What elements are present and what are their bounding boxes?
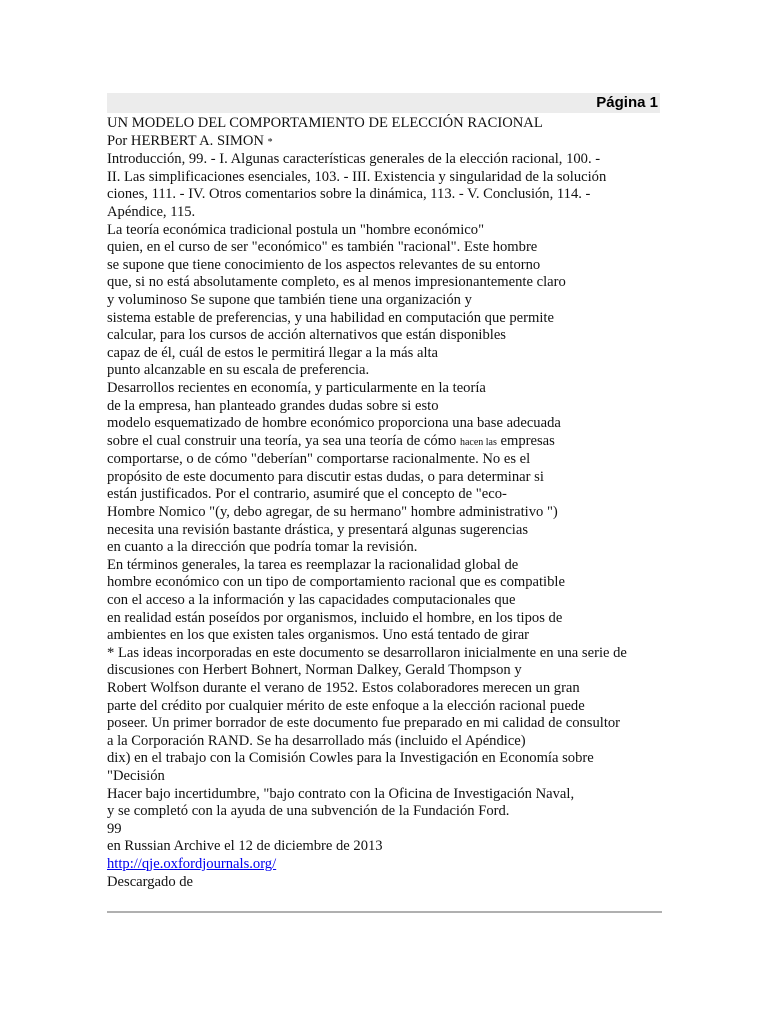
source-link-line bbox=[107, 856, 660, 874]
text-line: Hombre Nomico "(y, debo agregar, de su hermano" hombre administrativo ") bbox=[107, 504, 558, 521]
footnote-line: parte del crédito por cualquier mérito de este enfoque a la elección racional puede bbox=[107, 697, 585, 714]
text-line: se supone que tiene conocimiento de los aspectos relevantes de su entorno bbox=[107, 256, 541, 273]
footnote-line: poseer. Un primer borrador de este documento fue preparado en mi calidad de consultor bbox=[107, 715, 621, 732]
text-line: En términos generales, la tarea es reemplazar la racionalidad global de bbox=[107, 556, 519, 573]
small-text-fragment: hacen las bbox=[459, 436, 497, 448]
author-name: Por HERBERT A. SIMON bbox=[107, 132, 264, 149]
paragraph-1 bbox=[107, 222, 660, 380]
footnote-line: Hacer bajo incertidumbre, "bajo contrato con la Oficina de Investigación Naval, bbox=[107, 785, 575, 802]
footnote-line: dix) en el trabajo con la Comisión Cowles para la Investigación en Economía sobre bbox=[107, 750, 594, 767]
page-label: Página 1 bbox=[596, 94, 658, 111]
paragraph-3 bbox=[107, 557, 660, 645]
text-line-mixed bbox=[107, 433, 660, 452]
footnote-line: a la Corporación RAND. Se ha desarrollado más (incluido el Apéndice) bbox=[107, 732, 526, 749]
footnote-line: * Las ideas incorporadas en este documento se desarrollaron inicialmente en una serie de bbox=[107, 644, 627, 661]
page-header bbox=[107, 93, 660, 113]
text-line: Desarrollos recientes en economía, y particularmente en la teoría bbox=[107, 379, 486, 396]
text-line: en realidad están poseídos por organismos, incluido el hombre, en los tipos de bbox=[107, 609, 563, 626]
paragraph-2 bbox=[107, 380, 660, 557]
text-line: capaz de él, cuál de estos le permitirá llegar a la más alta bbox=[107, 344, 439, 361]
text-line: que, si no está absolutamente completo, es al menos impresionantemente claro bbox=[107, 274, 566, 291]
document-title: UN MODELO DEL COMPORTAMIENTO DE ELECCIÓN RACIONAL bbox=[107, 115, 543, 131]
toc-line: Apéndice, 115. bbox=[107, 203, 196, 220]
text-line: con el acceso a la información y las capacidades computacionales que bbox=[107, 592, 516, 609]
text-line: quien, en el curso de ser "económico" es también "racional". Este hombre bbox=[107, 239, 538, 256]
divider bbox=[107, 911, 662, 913]
text-line: hombre económico con un tipo de comportamiento racional que es compatible bbox=[107, 574, 565, 591]
footnote-line: Robert Wolfson durante el verano de 1952. Estos colaboradores merecen un gran bbox=[107, 680, 580, 696]
text-line: La teoría económica tradicional postula un "hombre económico" bbox=[107, 221, 485, 238]
byline bbox=[107, 133, 660, 152]
source-link[interactable]: http://qje.oxfordjournals.org/ bbox=[107, 855, 277, 872]
text-line: están justificados. Por el contrario, asumiré que el concepto de "eco- bbox=[107, 486, 507, 503]
toc-line: Introducción, 99. - I. Algunas características generales de la elección racional, 100. - bbox=[107, 151, 601, 168]
text-line: punto alcanzable en su escala de preferencia. bbox=[107, 362, 370, 379]
text-line: comportarse, o de cómo "deberían" comportarse racionalmente. No es el bbox=[107, 451, 531, 468]
text-line: sistema estable de preferencias, y una habilidad en computación que permite bbox=[107, 309, 554, 326]
toc-line: II. Las simplificaciones esenciales, 103. - III. Existencia y singularidad de la solución bbox=[107, 168, 607, 185]
text-fragment: sobre el cual construir una teoría, ya sea una teoría de cómo bbox=[107, 432, 460, 449]
text-line: y voluminoso Se supone que también tiene una organización y bbox=[107, 291, 472, 308]
text-line: modelo esquematizado de hombre económico proporciona una base adecuada bbox=[107, 415, 561, 432]
footnote-marker: * bbox=[267, 136, 273, 148]
text-line: ambientes en los que existen tales organismos. Uno está tentado de girar bbox=[107, 627, 530, 644]
text-line: propósito de este documento para discutir estas dudas, o para determinar si bbox=[107, 468, 544, 485]
footnote bbox=[107, 645, 660, 821]
text-line: de la empresa, han planteado grandes dudas sobre si esto bbox=[107, 397, 439, 414]
text-line: necesita una revisión bastante drástica, y presentará algunas sugerencias bbox=[107, 521, 529, 538]
table-of-contents bbox=[107, 151, 660, 221]
document-body bbox=[107, 115, 660, 891]
footnote-line: discusiones con Herbert Bohnert, Norman Dalkey, Gerald Thompson y bbox=[107, 662, 522, 679]
text-line: calcular, para los cursos de acción alternativos que están disponibles bbox=[107, 327, 506, 344]
downloaded-from: Descargado de bbox=[107, 873, 194, 890]
toc-line: ciones, 111. - IV. Otros comentarios sobre la dinámica, 113. - V. Conclusión, 114. - bbox=[107, 186, 591, 203]
archive-note: en Russian Archive el 12 de diciembre de 2013 bbox=[107, 838, 383, 855]
footnote-line: y se completó con la ayuda de una subvención de la Fundación Ford. bbox=[107, 803, 510, 820]
text-line: en cuanto a la dirección que podría tomar la revisión. bbox=[107, 539, 418, 556]
page-number: 99 bbox=[107, 820, 122, 837]
text-fragment: empresas bbox=[496, 432, 555, 449]
footnote-line: "Decisión bbox=[107, 767, 165, 784]
